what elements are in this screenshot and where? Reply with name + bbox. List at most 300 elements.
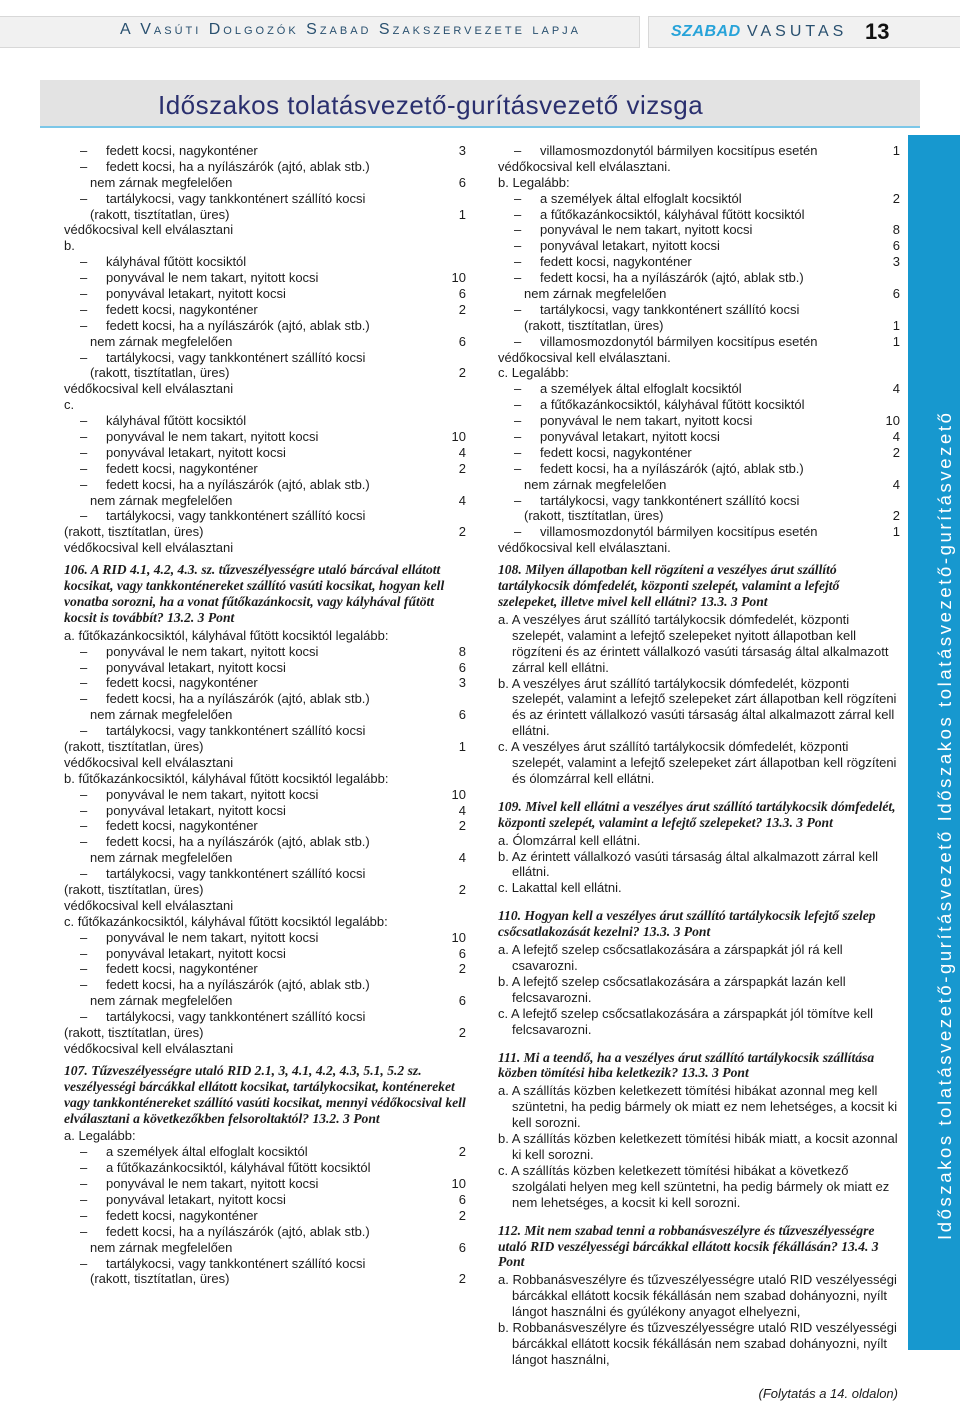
list-line [64, 540, 466, 556]
list-line [498, 159, 900, 175]
dash-bullet [80, 930, 106, 946]
line-text: fedett kocsi, ha a nyílászárók (ajtó, ablak stb.) [106, 977, 370, 993]
line-count: 6 [458, 1239, 466, 1255]
line-text: védőkocsival kell elválasztani [64, 222, 234, 238]
list-line [498, 270, 900, 286]
masthead-text: A Vasúti Dolgozók Szabad Szakszervezete lapja [120, 21, 581, 38]
list-line [64, 691, 466, 707]
dash-bullet [80, 977, 106, 993]
line-text: fedett kocsi, nagykonténer [106, 143, 258, 158]
line-count: 3 [458, 675, 466, 691]
question-107: 107. Tűzveszélyességre utaló RID 2.1, 3, 4.1, 4.2, 4.3, 5.1, 5.2 sz. veszélyességi bárcákkal ellátott kocsikat, tartálykocsikat, konténereket vagy tankkonténereket szállító vasúti kocsikat, mennyi védőkocsival kell elválasztani a következőkben felsoroltaktól? 13.2. 3 Pont [64, 1062, 466, 1126]
dash-bullet [514, 413, 540, 429]
list-line [498, 493, 900, 509]
line-text: a fűtőkazánkocsiktól, kályhával fűtött kocsiktól [540, 206, 805, 222]
list-line [64, 413, 466, 429]
dash-bullet [514, 445, 540, 461]
line-count: 4 [892, 476, 900, 492]
list-line [64, 1192, 466, 1208]
dash-bullet [514, 524, 540, 540]
line-text: nem zárnak megfelelően [524, 476, 667, 492]
dash-bullet [514, 238, 540, 254]
list-line [64, 1271, 466, 1287]
line-text: tartálykocsi, vagy tankkonténert szállító kocsi [106, 723, 366, 739]
dash-bullet [80, 286, 106, 302]
dash-bullet [80, 508, 106, 524]
list-line [64, 270, 466, 286]
line-count: 10 [451, 1176, 466, 1192]
line-count: 2 [458, 460, 466, 476]
page-header [0, 0, 960, 62]
line-count: 1 [892, 524, 900, 540]
line-text: fedett kocsi, ha a nyílászárók (ajtó, ablak stb.) [540, 270, 804, 286]
list-line [64, 850, 466, 866]
list-line [64, 143, 466, 159]
line-text: (rakott, tisztítatlan, üres) [524, 508, 664, 524]
list-line [498, 413, 900, 429]
answers-112 [498, 1272, 900, 1373]
line-count: 10 [451, 786, 466, 802]
line-count: 6 [458, 174, 466, 190]
line-text: ponyvával letakart, nyitott kocsi [106, 286, 286, 302]
list-line [498, 302, 900, 318]
answer-option: c. Lakattal kell ellátni. [498, 880, 622, 896]
line-count: 10 [451, 429, 466, 445]
list-line [498, 445, 900, 461]
line-text: villamosmozdonytól bármilyen kocsitípus esetén [540, 143, 818, 158]
list-line [64, 644, 466, 660]
continuation-note: (Folytatás a 14. oldalon) [758, 1385, 898, 1401]
list-line [498, 286, 900, 302]
dash-bullet [514, 334, 540, 350]
page-number: 13 [865, 19, 890, 44]
line-text: (rakott, tisztítatlan, üres) [524, 317, 664, 333]
line-text: b. Legalább: [498, 174, 570, 190]
dash-bullet [80, 787, 106, 803]
line-count: 4 [892, 429, 900, 445]
line-count: 2 [458, 961, 466, 977]
list-line [64, 445, 466, 461]
line-text: fedett kocsi, ha a nyílászárók (ajtó, ablak stb.) [106, 317, 370, 333]
list-line [64, 739, 466, 755]
line-text: tartálykocsi, vagy tankkonténert szállító kocsi [540, 301, 800, 317]
line-text: fedett kocsi, ha a nyílászárók (ajtó, ablak stb.) [106, 158, 370, 174]
answer-option: c. A szállítás közben keletkezett tömítési hibákat a következő szolgálati helyen meg kell szüntetni, ha pedig bármely ok miatt ez nem lehetséges, a kocsit ki kell sorozni. [498, 1162, 890, 1210]
right-column [498, 143, 900, 1401]
list-line [64, 1208, 466, 1224]
answer-option: b. Robbanásveszélyre és tűzveszélyességre utaló RID veszélyességi bárcákkal ellátott kocsik fékállásán nem szabad dohányozni, nyílt lángot használni, [498, 1320, 897, 1367]
dash-bullet [80, 445, 106, 461]
line-text: nem zárnak megfelelően [90, 993, 233, 1009]
line-count: 2 [892, 508, 900, 524]
list-line [64, 803, 466, 819]
list-line [64, 175, 466, 191]
line-text: nem zárnak megfelelően [90, 333, 233, 349]
line-count: 4 [458, 444, 466, 460]
list-line [64, 818, 466, 834]
line-text: c. [64, 397, 75, 413]
list-line [64, 365, 466, 381]
line-count: 2 [458, 524, 466, 540]
list-line [498, 238, 900, 254]
list-line [498, 254, 900, 270]
line-text: tartálykocsi, vagy tankkonténert szállító kocsi [106, 1255, 366, 1271]
line-count: 6 [458, 945, 466, 961]
line-text: a fűtőkazánkocsiktól, kályhával fűtött kocsiktól [540, 397, 805, 413]
line-text: fedett kocsi, ha a nyílászárók (ajtó, ablak stb.) [106, 476, 370, 492]
left-list-a [64, 143, 466, 556]
list-line [64, 1224, 466, 1240]
list-line [64, 675, 466, 691]
line-text: tartálykocsi, vagy tankkonténert szállító kocsi [540, 492, 800, 508]
dash-bullet [514, 493, 540, 509]
line-text: ponyvával le nem takart, nyitott kocsi [106, 429, 319, 445]
line-text: ponyvával letakart, nyitott kocsi [106, 659, 286, 675]
line-text: védőkocsival kell elválasztani. [498, 540, 671, 556]
line-count: 6 [458, 333, 466, 349]
line-text: védőkocsival kell elválasztani. [498, 349, 671, 365]
answers-108 [498, 612, 900, 793]
list-line [498, 477, 900, 493]
line-count: 4 [458, 850, 466, 866]
answer-option: a. A lefejtő szelep csőcsatlakozására a zárspapkát jól rá kell csavarozni. [498, 942, 843, 973]
list-line [498, 508, 900, 524]
line-text: védőkocsival kell elválasztani [64, 540, 234, 556]
list-line [64, 381, 466, 397]
line-count: 1 [892, 333, 900, 349]
dash-bullet [80, 1256, 106, 1272]
line-count: 3 [892, 254, 900, 270]
line-count: 2 [458, 818, 466, 834]
line-text: nem zárnak megfelelően [90, 492, 233, 508]
masthead-bar [0, 16, 640, 48]
line-text: tartálykocsi, vagy tankkonténert szállító kocsi [106, 349, 366, 365]
dash-bullet [80, 191, 106, 207]
list-line [64, 1240, 466, 1256]
line-text: ponyvával letakart, nyitott kocsi [106, 945, 286, 961]
dash-bullet [80, 834, 106, 850]
line-text: fedett kocsi, ha a nyílászárók (ajtó, ablak stb.) [106, 834, 370, 850]
list-line [64, 723, 466, 739]
line-text: ponyvával le nem takart, nyitott kocsi [106, 929, 319, 945]
list-line [498, 334, 900, 350]
line-text: ponyvával le nem takart, nyitott kocsi [106, 270, 319, 286]
left-list-b [64, 628, 466, 1057]
dash-bullet [80, 866, 106, 882]
line-text: (rakott, tisztítatlan, üres) [90, 206, 230, 222]
line-text: védőkocsival kell elválasztani. [498, 158, 671, 174]
list-line [64, 1025, 466, 1041]
line-text: ponyvával le nem takart, nyitott kocsi [106, 1176, 319, 1192]
line-text: (rakott, tisztítatlan, üres) [64, 882, 204, 898]
list-line [64, 302, 466, 318]
question-109: 109. Mivel kell ellátni a veszélyes árut szállító tartálykocsik dómfedelét, központi szelepét, valamint a lefejtő szelepeket? 13.3. 3 Pont [498, 798, 896, 830]
line-count: 10 [451, 929, 466, 945]
line-count: 4 [458, 802, 466, 818]
dash-bullet [514, 191, 540, 207]
line-count: 8 [458, 643, 466, 659]
line-text: (rakott, tisztítatlan, üres) [64, 1025, 204, 1041]
line-count: 2 [458, 365, 466, 381]
left-column [64, 143, 466, 1287]
dash-bullet [80, 413, 106, 429]
question-110: 110. Hogyan kell a veszélyes árut szállító tartálykocsik lefejtő szelep csőcsatlakozását kezelni? 13.3. 3 Pont [498, 908, 876, 940]
line-text: ponyvával le nem takart, nyitott kocsi [106, 786, 319, 802]
line-text: nem zárnak megfelelően [90, 174, 233, 190]
brand-logo-vasutas: VASUTAS [747, 23, 848, 40]
list-line [498, 461, 900, 477]
dash-bullet [80, 477, 106, 493]
list-line [64, 524, 466, 540]
dash-bullet [80, 350, 106, 366]
list-line [64, 834, 466, 850]
list-line [64, 977, 466, 993]
dash-bullet [514, 429, 540, 445]
list-line [498, 175, 900, 191]
dash-bullet [80, 660, 106, 676]
list-line [498, 207, 900, 223]
line-text: a. fűtőkazánkocsiktól, kályhával fűtött kocsiktól legalább: [64, 627, 389, 643]
line-text: tartálykocsi, vagy tankkonténert szállító kocsi [106, 1009, 366, 1025]
line-count: 1 [458, 739, 466, 755]
list-line [64, 961, 466, 977]
answer-option: a. Ólomzárral kell ellátni. [498, 832, 641, 848]
line-count: 2 [458, 1144, 466, 1160]
right-list-a [498, 143, 900, 556]
dash-bullet [514, 397, 540, 413]
line-count: 6 [458, 993, 466, 1009]
list-line [64, 318, 466, 334]
answer-option: a. A veszélyes árut szállító tartálykocsik dómfedelét, központi szelepét, valamint a lefejtő szelepeket nyitott állapotban kell rögzíteni és az érintett vállalkozó vasúti társaság által alkalmazott zárral kell ellátni. [498, 611, 889, 675]
list-line [64, 898, 466, 914]
dash-bullet [514, 461, 540, 477]
list-line [498, 191, 900, 207]
list-line [64, 628, 466, 644]
line-count: 8 [892, 222, 900, 238]
dash-bullet [80, 1160, 106, 1176]
dash-bullet [80, 818, 106, 834]
line-count: 2 [892, 190, 900, 206]
line-text: (rakott, tisztítatlan, üres) [90, 1271, 230, 1287]
list-line [64, 397, 466, 413]
dash-bullet [80, 961, 106, 977]
list-line [64, 429, 466, 445]
list-line [64, 914, 466, 930]
list-line [64, 993, 466, 1009]
line-text: ponyvával letakart, nyitott kocsi [540, 429, 720, 445]
side-label: Időszakos tolatásvezető-gurításvezető Időszakos tolatásvezető-gurításvezető [934, 410, 955, 1240]
dash-bullet [80, 1192, 106, 1208]
question-111: 111. Mi a teendő, ha a veszélyes árut szállító tartálykocsik szállítása közben tömítési hiba keletkezik? 13.3. 3 Pont [498, 1049, 875, 1081]
line-text: a. Legalább: [64, 1128, 136, 1144]
dash-bullet [80, 644, 106, 660]
line-text: védőkocsival kell elválasztani [64, 754, 234, 770]
line-count: 1 [458, 206, 466, 222]
line-text: (rakott, tisztítatlan, üres) [64, 524, 204, 540]
dash-bullet [80, 675, 106, 691]
line-text: ponyvával letakart, nyitott kocsi [106, 1192, 286, 1208]
list-line [64, 1009, 466, 1025]
line-text: ponyvával le nem takart, nyitott kocsi [540, 413, 753, 429]
line-count: 4 [892, 381, 900, 397]
list-line [64, 1256, 466, 1272]
line-text: fedett kocsi, nagykonténer [106, 818, 258, 834]
line-text: ponyvával letakart, nyitott kocsi [106, 444, 286, 460]
line-text: kályhával fűtött kocsiktól [106, 413, 247, 429]
line-count: 6 [892, 286, 900, 302]
line-text: tartálykocsi, vagy tankkonténert szállító kocsi [106, 190, 366, 206]
line-count: 4 [458, 492, 466, 508]
dash-bullet [80, 1176, 106, 1192]
dash-bullet [80, 691, 106, 707]
list-line [64, 1160, 466, 1176]
list-line [498, 381, 900, 397]
line-count: 10 [451, 270, 466, 286]
line-text: villamosmozdonytól bármilyen kocsitípus esetén [540, 524, 818, 540]
line-text: nem zárnak megfelelően [90, 1239, 233, 1255]
list-line [64, 787, 466, 803]
list-line [498, 350, 900, 366]
line-count: 6 [892, 238, 900, 254]
list-line [64, 1041, 466, 1057]
dash-bullet [514, 207, 540, 223]
line-count: 6 [458, 286, 466, 302]
list-line [64, 882, 466, 898]
list-line [64, 1176, 466, 1192]
list-line [64, 191, 466, 207]
line-text: fedett kocsi, nagykonténer [106, 961, 258, 977]
list-line [64, 286, 466, 302]
line-text: kályhával fűtött kocsiktól [106, 254, 247, 270]
line-text: (rakott, tisztítatlan, üres) [64, 739, 204, 755]
line-text: fedett kocsi, nagykonténer [540, 254, 692, 270]
answer-option: b. A veszélyes árut szállító tartálykocsik dómfedelét, központi szelepét, valamint a lefejtő szelepeket zárt állapotban kell rögzíteni és az érintett vállalkozó vasúti társaság által alkalmazott zárral kell ellátni. [498, 675, 897, 739]
answer-option: c. A lefejtő szelep csőcsatlakozására a zárspapkát jól tömítve kell felcsavarozni. [498, 1005, 874, 1037]
line-text: fedett kocsi, nagykonténer [106, 460, 258, 476]
line-text: nem zárnak megfelelően [90, 707, 233, 723]
dash-bullet [514, 302, 540, 318]
answers-111 [498, 1083, 900, 1216]
left-list-c [64, 1128, 466, 1287]
dash-bullet [514, 143, 540, 159]
answer-option: a. A szállítás közben keletkezett tömítési hibákat azonnal meg kell szüntetni, ha pedig bármely ok miatt ez nem lehetséges, a kocsit ki kell sorozni. [498, 1083, 898, 1131]
page-title: Időszakos tolatásvezető-gurításvezető vizsga [158, 90, 704, 120]
question-106: 106. A RID 4.1, 4.2, 4.3. sz. tűzveszélyességre utaló bárcával ellátott kocsikat, vagy tankkonténereket szállító vasúti kocsikat, hogyan kell vonatba sorozni, ha a vonat fűtőkazánkocsit, vagy kályhával fűtött kocsit is továbbít? 13.2. 3 Pont [64, 562, 445, 625]
list-line [64, 477, 466, 493]
dash-bullet [80, 723, 106, 739]
list-line [64, 660, 466, 676]
dash-bullet [80, 1009, 106, 1025]
line-text: nem zárnak megfelelően [524, 286, 667, 302]
list-line [64, 238, 466, 254]
dash-bullet [80, 1144, 106, 1160]
line-text: védőkocsival kell elválasztani [64, 381, 234, 397]
line-text: ponyvával le nem takart, nyitott kocsi [540, 222, 753, 238]
line-text: a személyek által elfoglalt kocsiktól [106, 1144, 308, 1160]
list-line [64, 707, 466, 723]
list-line [64, 755, 466, 771]
line-count: 10 [885, 413, 900, 429]
list-line [64, 159, 466, 175]
line-text: (rakott, tisztítatlan, üres) [90, 365, 230, 381]
line-text: b. fűtőkazánkocsiktól, kályhával fűtött kocsiktól legalább: [64, 770, 389, 786]
dash-bullet [514, 381, 540, 397]
dash-bullet [80, 270, 106, 286]
list-line [64, 254, 466, 270]
line-count: 3 [458, 143, 466, 158]
line-text: fedett kocsi, nagykonténer [106, 675, 258, 691]
line-text: fedett kocsi, nagykonténer [106, 1207, 258, 1223]
dash-bullet [80, 461, 106, 477]
list-line [64, 461, 466, 477]
list-line [498, 318, 900, 334]
line-text: a személyek által elfoglalt kocsiktól [540, 381, 742, 397]
line-text: fedett kocsi, ha a nyílászárók (ajtó, ablak stb.) [106, 1223, 370, 1239]
dash-bullet [80, 318, 106, 334]
dash-bullet [514, 254, 540, 270]
line-count: 6 [458, 707, 466, 723]
list-line [64, 866, 466, 882]
answers-109 [498, 833, 900, 903]
dash-bullet [80, 302, 106, 318]
list-line [64, 508, 466, 524]
line-count: 2 [458, 1025, 466, 1041]
brand-logo-szabad: SZABAD [671, 23, 741, 40]
dash-bullet [514, 270, 540, 286]
line-text: c. Legalább: [498, 365, 569, 381]
dash-bullet [80, 1224, 106, 1240]
line-text: villamosmozdonytól bármilyen kocsitípus esetén [540, 333, 818, 349]
line-count: 6 [458, 659, 466, 675]
title-bar [40, 80, 920, 128]
line-text: ponyvával letakart, nyitott kocsi [540, 238, 720, 254]
brand-bar [648, 16, 960, 48]
line-count: 1 [892, 317, 900, 333]
line-count: 2 [458, 882, 466, 898]
list-line [498, 429, 900, 445]
question-112: 112. Mit nem szabad tenni a robbanásveszélyre és tűzveszélyességre utaló RID veszélyességi bárcákkal ellátott kocsik fékállásán? 13.4. 3 Pont [498, 1222, 879, 1270]
dash-bullet [514, 222, 540, 238]
question-108: 108. Milyen állapotban kell rögzíteni a veszélyes árut szállító tartálykocsik dómfedelét, központi szelepét, valamint a lefejtő szelepeket, illetve mivel kell ellátni? 13.3. 3 Pont [498, 562, 840, 609]
answer-option: b. A szállítás közben keletkezett tömítési hibák miatt, a kocsit azonnal ki kell sorozni. [498, 1131, 898, 1162]
line-text: védőkocsival kell elválasztani [64, 897, 234, 913]
line-count: 2 [458, 301, 466, 317]
line-text: a fűtőkazánkocsiktól, kályhával fűtött kocsiktól [106, 1160, 371, 1176]
line-text: ponyvával letakart, nyitott kocsi [106, 802, 286, 818]
list-line [64, 493, 466, 509]
answer-option: b. A lefejtő szelep csőcsatlakozására a zárspapkát lazán kell felcsavarozni. [498, 973, 846, 1005]
line-count: 6 [458, 1192, 466, 1208]
list-line [64, 350, 466, 366]
line-text: c. fűtőkazánkocsiktól, kályhával fűtött kocsiktól legalább: [64, 913, 388, 929]
line-text: tartálykocsi, vagy tankkonténert szállító kocsi [106, 508, 366, 524]
list-line [64, 334, 466, 350]
answer-option: b. Az érintett vállalkozó vasúti társaság által alkalmazott zárral kell ellátni. [498, 848, 879, 880]
line-text: tartálykocsi, vagy tankkonténert szállító kocsi [106, 866, 366, 882]
line-text: védőkocsival kell elválasztani [64, 1040, 234, 1056]
list-line [498, 222, 900, 238]
list-line [498, 143, 900, 159]
line-text: ponyvával le nem takart, nyitott kocsi [106, 643, 319, 659]
line-text: fedett kocsi, nagykonténer [106, 301, 258, 317]
dash-bullet [80, 143, 106, 159]
dash-bullet [80, 159, 106, 175]
dash-bullet [80, 1208, 106, 1224]
line-text: nem zárnak megfelelően [90, 850, 233, 866]
list-line [64, 930, 466, 946]
answer-option: a. Robbanásveszélyre és tűzveszélyességre utaló RID veszélyességi bárcákkal ellátott kocsik fékállásán nem szabad dohányozni, nyílt lángot használni és gyúlékony anyagot elhelyezni, [498, 1272, 897, 1320]
line-count: 2 [458, 1271, 466, 1287]
